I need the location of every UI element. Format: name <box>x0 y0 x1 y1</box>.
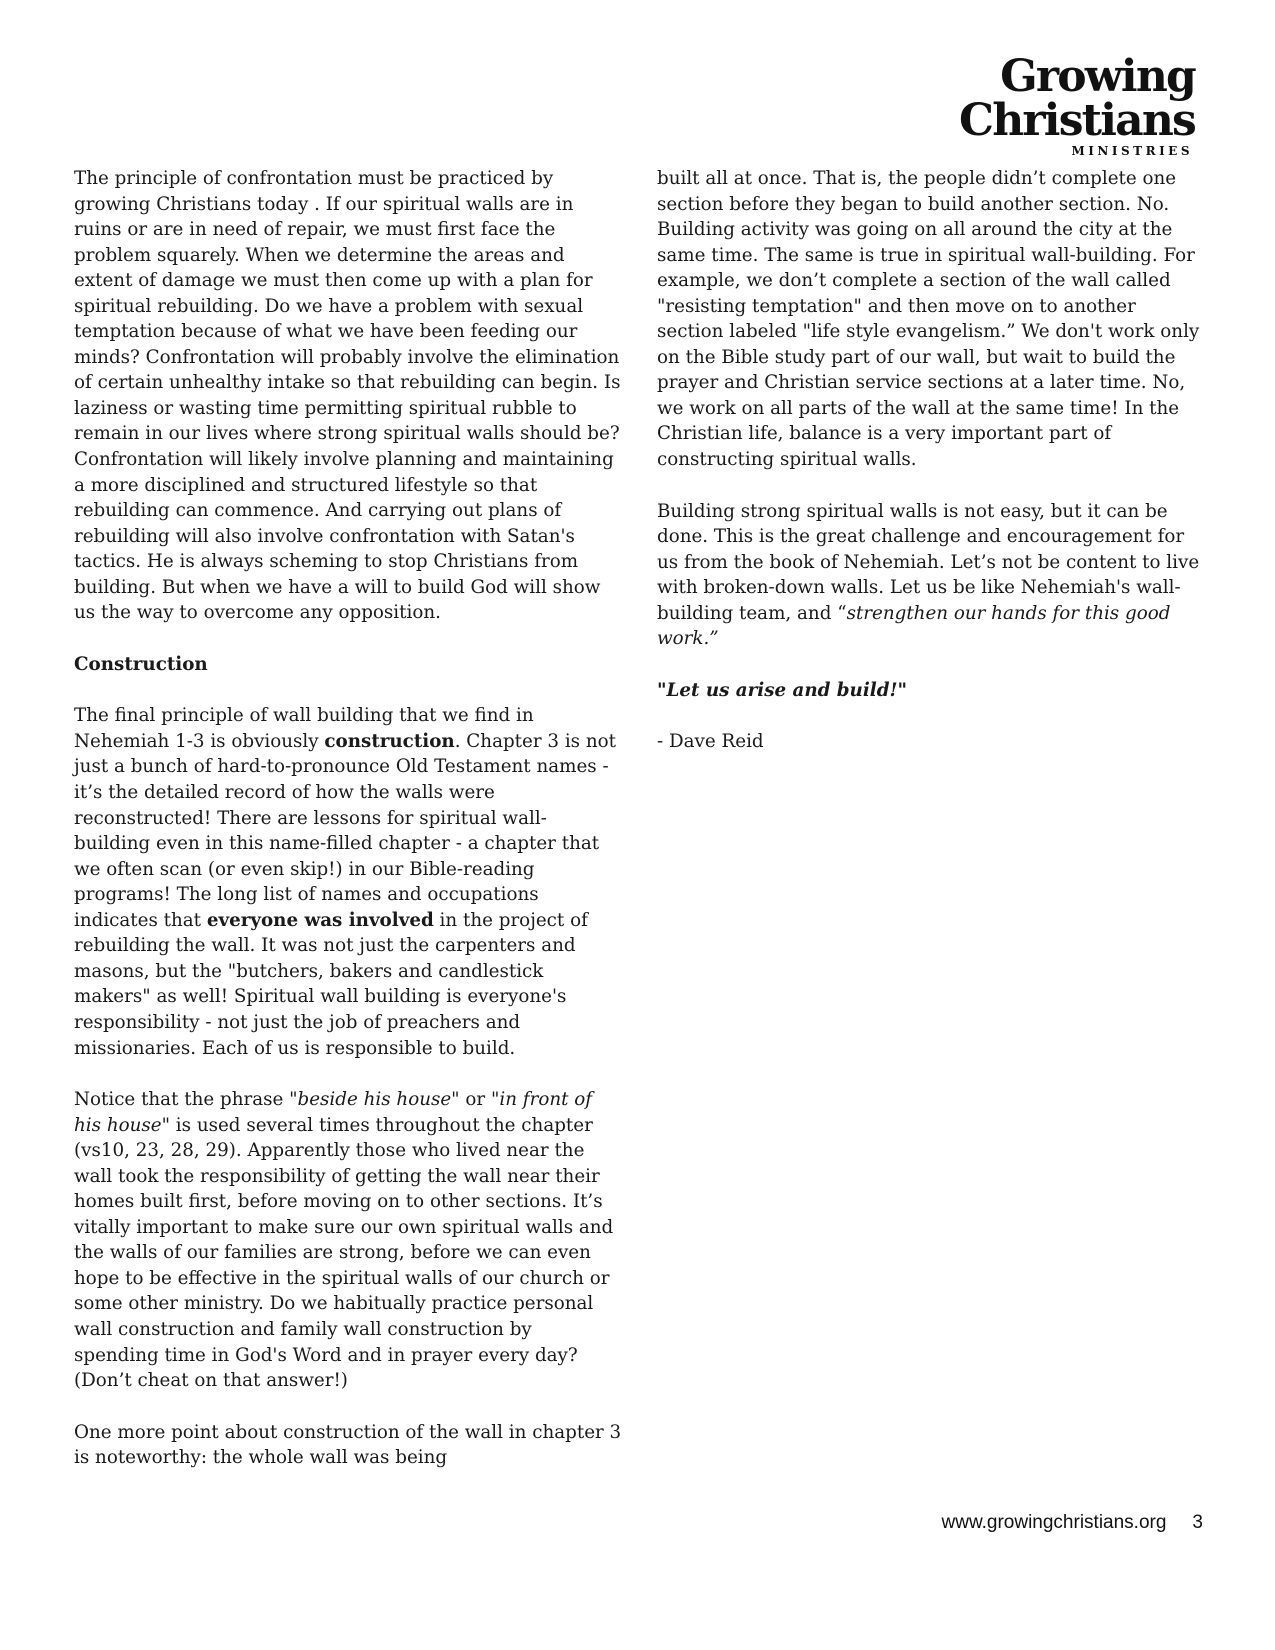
growing-christians-logo <box>815 51 1195 158</box>
paragraph-text: built all at once. That is, the people didn’t complete one section before they began to build another section. No. Building activity was going on all around the city at the same time. The same is true in spiritual wall-building. For example, we don’t complete a section of the wall called "resisting temptation" and then move on to another section labeled "life style evangelism.” We don't work only on the Bible study part of our wall, but wait to build the prayer and Christian service sections at a later time. No, we work on all parts of the wall at the same time! In the Christian life, balance is a very important part of constructing spiritual walls. <box>657 168 1200 471</box>
paragraph-text: Building strong spiritual walls is not easy, but it can be done. This is the great challenge and encouragement for us from the book of Nehemiah. Let’s not be content to live with broken-down walls. Let us be like Nehemiah's wall-building team, and “ <box>657 500 1200 624</box>
right-column <box>657 166 1207 781</box>
paragraph-building-strong-walls <box>657 499 1207 652</box>
logo-title: Growing Christians <box>959 51 1195 146</box>
bold-text: everyone was involved <box>206 909 434 931</box>
paragraph-construction <box>74 703 622 1061</box>
paragraph-text: The principle of confrontation must be practiced by growing Christians today . If our spiritual walls are in ruins or are in need of repair, we must first face the problem squarely. When we determine the areas and extent of damage we must then come up with a plan for spiritual rebuilding. Do we have a problem with sexual temptation because of what we have been feeding our minds? Confrontation will probably involve the elimination of certain unhealthy intake so that rebuilding can begin. Is laziness or wasting time permitting spiritual rubble to remain in our lives where strong spiritual walls should be? Confrontation will likely involve planning and maintaining a more disciplined and structured lifestyle so that rebuilding can commence. And carrying out plans of rebuilding will also involve confrontation with Satan's tactics. He is always scheming to stop Christians from building. But when we have a will to build God will show us the way to overcome any opposition. <box>74 168 621 624</box>
paragraph-text: The final principle of wall building that we find in Nehemiah 1-3 is obviously <box>74 705 534 752</box>
section-heading-construction: Construction <box>74 653 208 675</box>
italic-text: "beside his house" <box>289 1089 460 1111</box>
paragraph-one-more-point <box>74 1420 622 1471</box>
paragraph-beside-his-house <box>74 1087 622 1394</box>
paragraph-text: . Chapter 3 is not just a bunch of hard-to-pronounce Old Testament names - it’s the detailed record of how the walls were reconstructed! There are lessons for spiritual wall-building even in this name-filled chapter - a chapter that we often scan (or even skip!) in our Bible-reading programs! The long list of names and occupations indicates that <box>74 730 616 931</box>
author-signature: - Dave Reid <box>657 731 764 753</box>
bold-text: construction <box>324 730 455 752</box>
paragraph-built-all-at-once <box>657 166 1207 473</box>
page-number: 3 <box>1192 1512 1203 1533</box>
closing-quote: "Let us arise and build!" <box>657 679 908 701</box>
paragraph-text: in the project of rebuilding the wall. It was not just the carpenters and masons, but the "butchers, bakers and candlestick makers" as well! Spiritual wall building is everyone's responsibility - not just the job of preachers and missionaries. Each of us is responsible to build. <box>74 909 588 1059</box>
paragraph-text: One more point about construction of the wall in chapter 3 is noteworthy: the whole wall was being <box>74 1421 622 1469</box>
paragraph-text: or <box>459 1089 491 1111</box>
paragraph-text: Notice that the phrase <box>74 1089 290 1111</box>
italic-text: "in front of his house" <box>74 1089 593 1136</box>
paragraph-text: is used several times throughout the chapter (vs10, 23, 28, 29). Apparently those who lived near the wall took the responsibility of getting the wall near their homes built first, before moving on to other sections. It’s vitally important to make sure our own spiritual walls and the walls of our families are strong, before we can even hope to be effective in the spiritual walls of our church or some other ministry. Do we habitually practice personal wall construction and family wall construction by spending time in God's Word and in prayer every day? (Don’t cheat on that answer!) <box>74 1114 614 1392</box>
logo-subtitle: MINISTRIES <box>1071 144 1193 158</box>
paragraph-confrontation <box>74 166 622 626</box>
page-footer <box>942 1512 1204 1534</box>
italic-text: strengthen our hands for this good work.” <box>657 602 1171 650</box>
footer-website-url: www.growingchristians.org <box>941 1512 1167 1533</box>
left-column <box>74 166 622 1497</box>
